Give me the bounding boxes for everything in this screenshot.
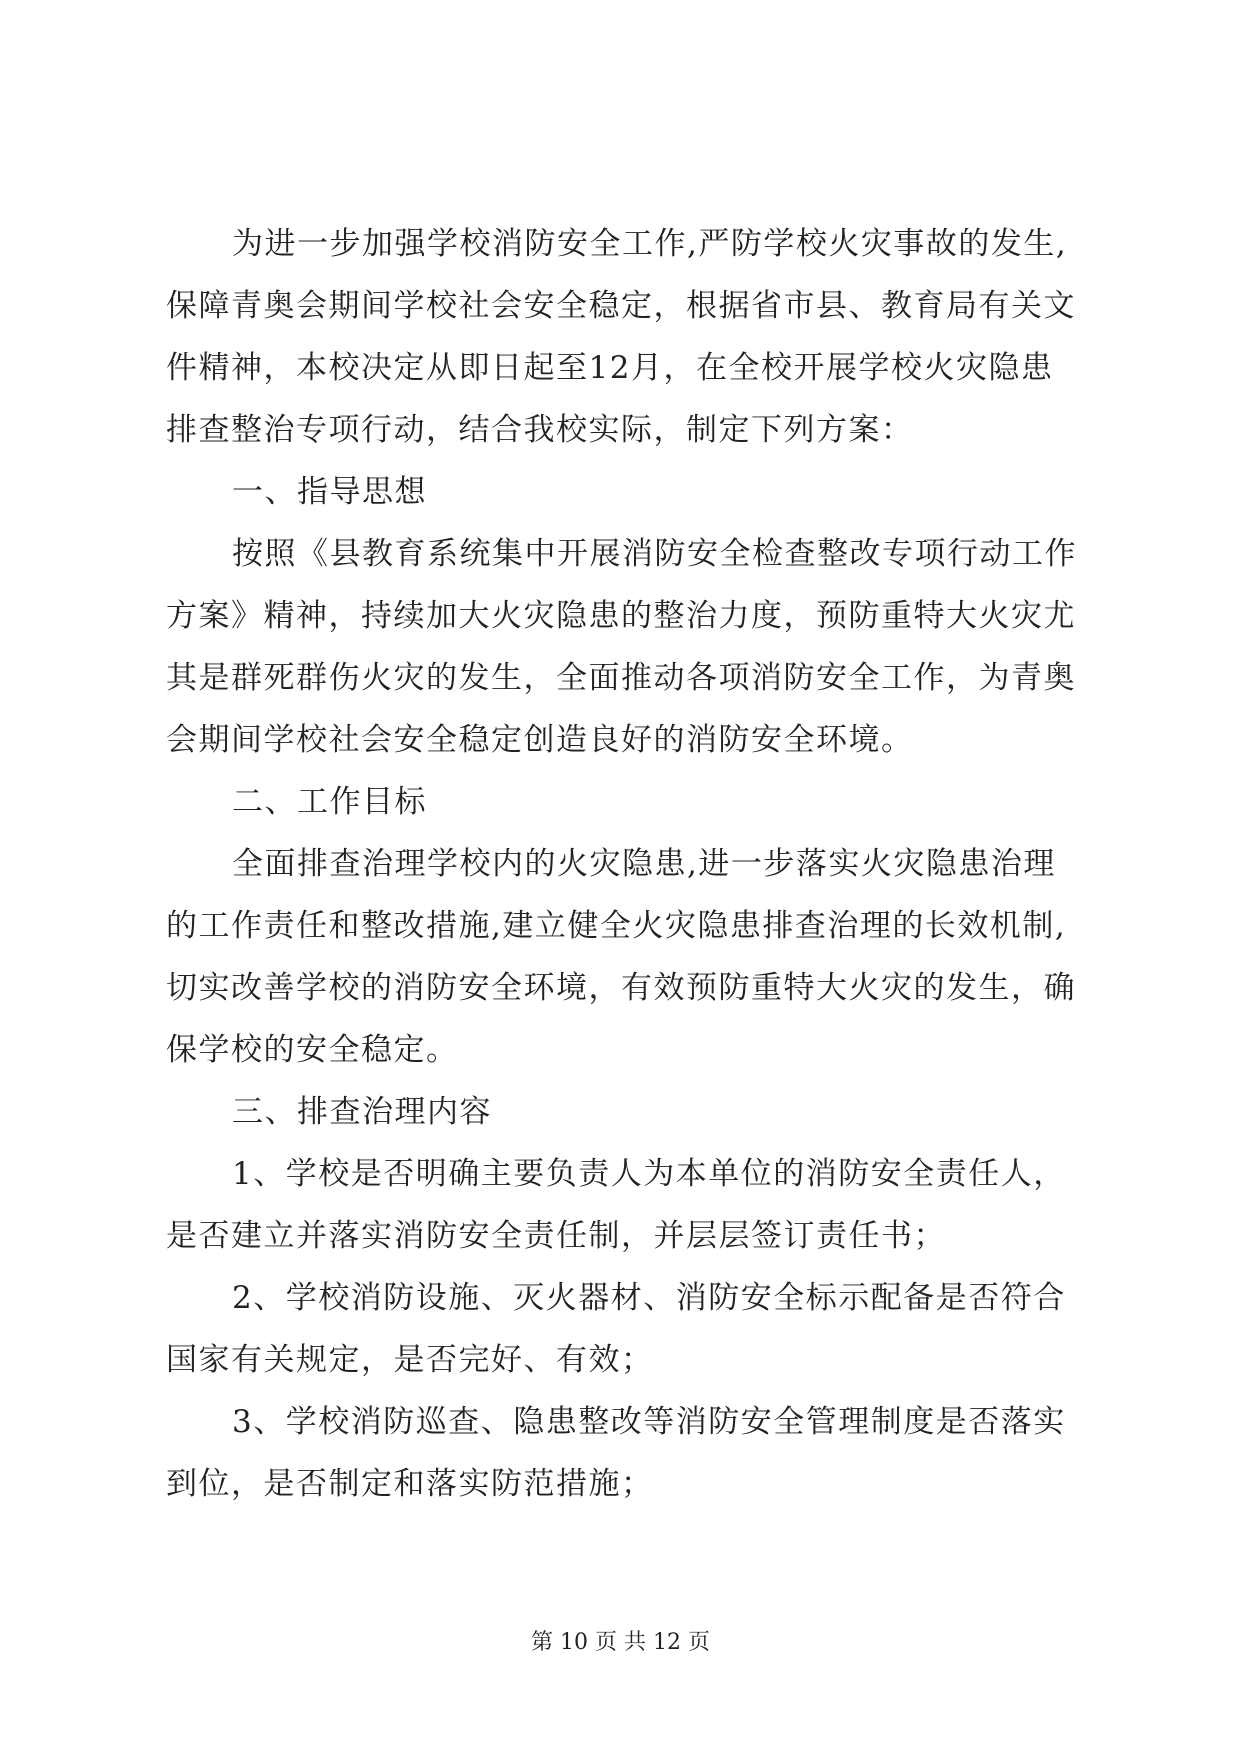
text-line: 其是群死群伤火灾的发生，全面推动各项消防安全工作，为青奥 [166,660,1076,696]
text-line: 为进一步加强学校消防安全工作,严防学校火灾事故的发生, [232,226,1068,262]
text-line: 排查整治专项行动，结合我校实际，制定下列方案： [166,412,914,448]
section-heading: 二、工作目标 [232,784,427,820]
text-line: 切实改善学校的消防安全环境，有效预防重特大火灾的发生，确 [166,970,1076,1006]
text-line: 件精神，本校决定从即日起至12月，在全校开展学校火灾隐患 [166,350,1054,386]
text-line: 全面排查治理学校内的火灾隐患,进一步落实火灾隐患治理 [232,846,1056,882]
text-line: 1、学校是否明确主要负责人为本单位的消防安全责任人， [232,1156,1066,1192]
section-heading: 一、指导思想 [232,474,427,510]
text-line: 按照《县教育系统集中开展消防安全检查整改专项行动工作 [232,536,1077,572]
text-line: 保学校的安全稳定。 [166,1032,459,1068]
text-line: 会期间学校社会安全稳定创造良好的消防安全环境。 [166,722,914,758]
text-line: 是否建立并落实消防安全责任制，并层层签订责任书； [166,1218,946,1254]
text-line: 到位，是否制定和落实防范措施； [166,1466,654,1502]
text-line: 2、学校消防设施、灭火器材、消防安全标示配备是否符合 [232,1280,1066,1316]
text-line: 的工作责任和整改措施,建立健全火灾隐患排查治理的长效机制, [166,908,1067,944]
text-line: 保障青奥会期间学校社会安全稳定，根据省市县、教育局有关文 [166,288,1076,324]
text-line: 方案》精神，持续加大火灾隐患的整治力度，预防重特大火灾尤 [166,598,1076,634]
section-heading: 三、排查治理内容 [232,1094,492,1130]
page-number-footer: 第 10 页 共 12 页 [531,1630,710,1655]
text-line: 国家有关规定，是否完好、有效； [166,1342,654,1378]
text-line: 3、学校消防巡查、隐患整改等消防安全管理制度是否落实 [232,1404,1066,1440]
